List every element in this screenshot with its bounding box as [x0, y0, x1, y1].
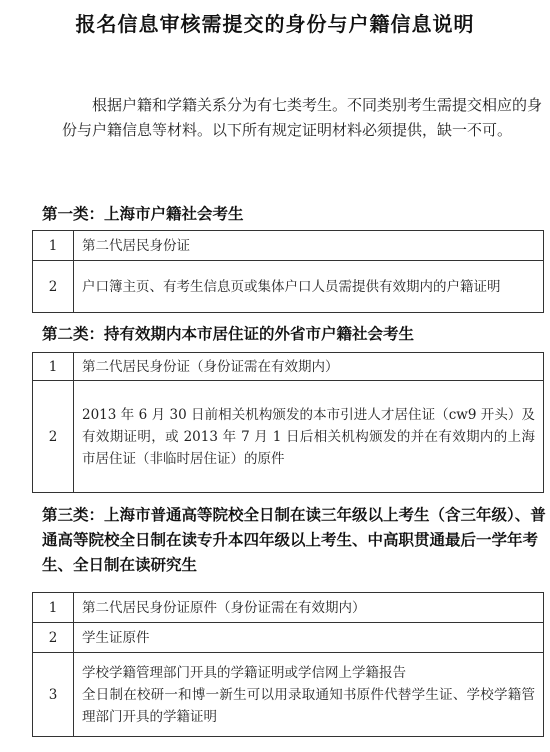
row-requirement-note: 全日制在校研一和博一新生可以用录取通知书原件代替学生证、学校学籍管理部门开具的学籍证明: [82, 686, 535, 725]
row-number: 1: [33, 231, 74, 261]
intro-paragraph: 根据户籍和学籍关系分为有七类考生。不同类别考生需提交相应的身份与户籍信息等材料。以下所有规定证明材料必须提供，缺一不可。: [62, 96, 543, 139]
table-row: [33, 231, 544, 261]
row-number: 3: [33, 653, 74, 737]
table-row: [33, 623, 544, 653]
document-title: 报名信息审核需提交的身份与户籍信息说明: [75, 12, 475, 36]
row-number: 1: [33, 593, 74, 623]
row-number: 2: [33, 381, 74, 493]
row-requirement-cell: [74, 653, 544, 737]
table-row: [33, 593, 544, 623]
row-requirement: 学校学籍管理部门开具的学籍证明或学信网上学籍报告: [82, 664, 406, 681]
row-requirement: 学生证原件: [74, 623, 544, 653]
row-requirement: 2013 年 6 月 30 日前相关机构颁发的本市引进人才居住证（cw9 开头）及有效期证明，或 2013 年 7 月 1 日后相关机构颁发的并在有效期内的上海市居住证（非临时居住证）的原件: [74, 381, 544, 493]
row-requirement: 第二代居民身份证: [74, 231, 544, 261]
category-1-table: [32, 230, 544, 313]
category-2-table: [32, 352, 544, 493]
category-3-table: [32, 592, 544, 737]
row-number: 2: [33, 261, 74, 313]
category-2-heading: 第二类：持有效期内本市居住证的外省市户籍社会考生: [42, 325, 415, 343]
table-row: [33, 353, 544, 381]
category-1-heading: 第一类：上海市户籍社会考生: [42, 205, 244, 223]
row-requirement: 第二代居民身份证原件（身份证需在有效期内）: [74, 593, 544, 623]
table-row: [33, 653, 544, 737]
row-requirement: 第二代居民身份证（身份证需在有效期内）: [74, 353, 544, 381]
category-3-heading: 第三类：上海市普通高等院校全日制在读三年级以上考生（含三年级）、普通高等院校全日制在读专升本四年级以上考生、中高职贯通最后一学年考生、全日制在读研究生: [42, 506, 546, 574]
row-number: 1: [33, 353, 74, 381]
table-row: [33, 261, 544, 313]
row-requirement: 户口簿主页、有考生信息页或集体户口人员需提供有效期内的户籍证明: [74, 261, 544, 313]
table-row: [33, 381, 544, 493]
row-number: 2: [33, 623, 74, 653]
